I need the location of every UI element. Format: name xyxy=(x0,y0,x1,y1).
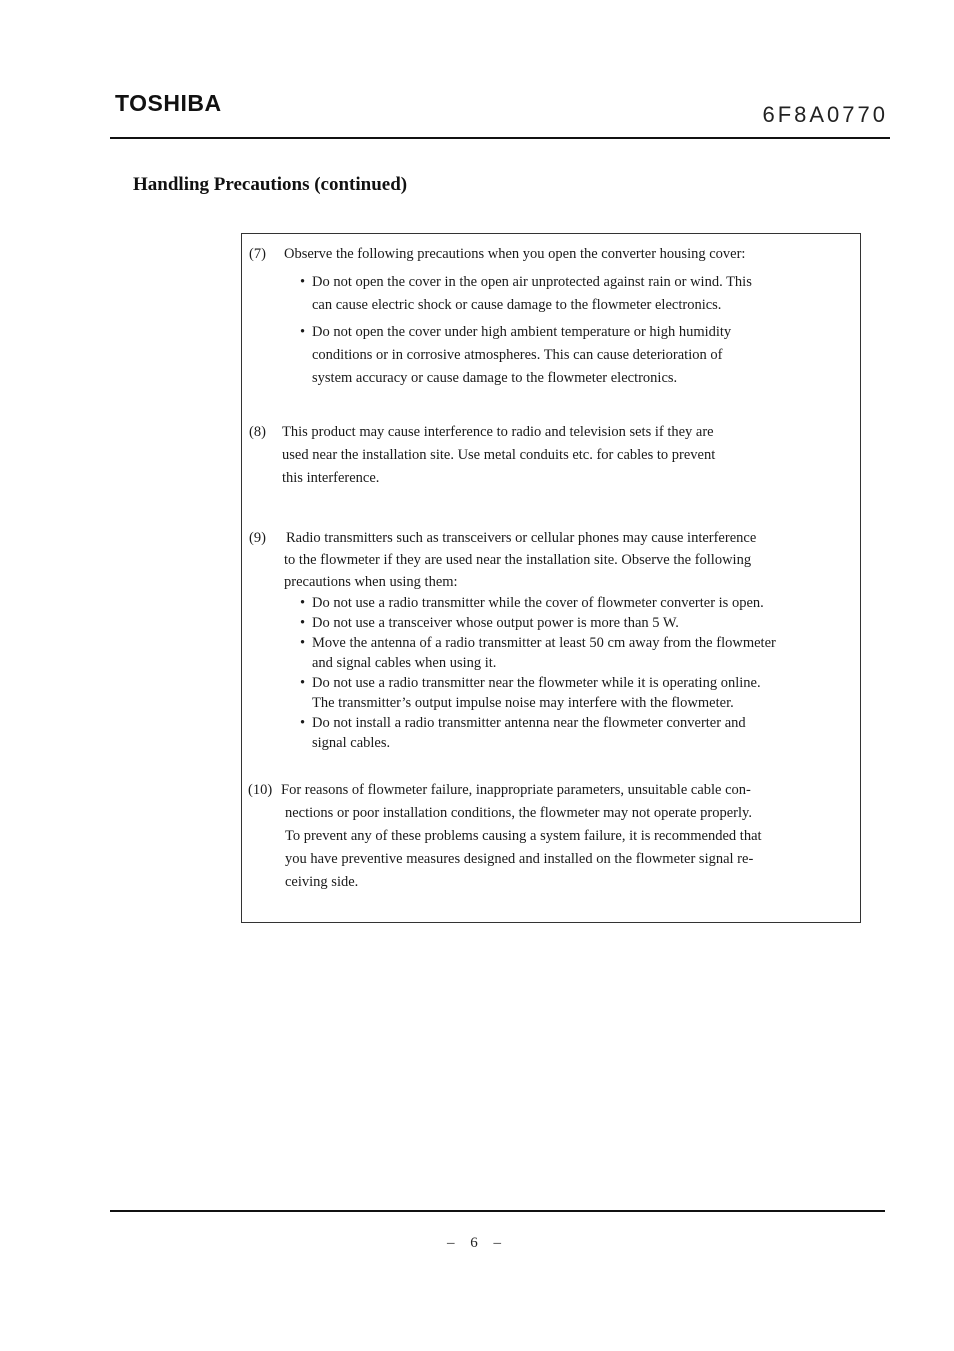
text-line: For reasons of flowmeter failure, inappropriate parameters, unsuitable cable con- xyxy=(281,782,751,798)
bullet-item xyxy=(300,321,752,390)
text-line: signal cables. xyxy=(312,735,391,751)
text-line: • Do not use a radio transmitter while the cover of flowmeter converter is open. xyxy=(312,595,764,611)
text-line: Radio transmitters such as transceivers or cellular phones may cause interference xyxy=(286,530,757,546)
text-line: • Do not open the cover under high ambient temperature or high humidity xyxy=(312,324,732,340)
text-line: • Move the antenna of a radio transmitter at least 50 cm away from the flowmeter xyxy=(312,635,776,651)
item-text xyxy=(286,527,756,549)
item-number: (9) xyxy=(249,530,266,546)
section-title: Handling Precautions (continued) xyxy=(133,174,408,195)
page-number: – 6 – xyxy=(447,1235,507,1251)
item-number: (8) xyxy=(249,424,266,440)
document-number: 6F8A0770 xyxy=(762,102,888,127)
text-line: This product may cause interference to radio and television sets if they are xyxy=(282,424,714,440)
footer-divider xyxy=(110,1210,885,1212)
text-line: To prevent any of these problems causing a system failure, it is recommended that xyxy=(285,828,762,844)
text-line: used near the installation site. Use metal conduits etc. for cables to prevent xyxy=(282,447,716,463)
bullet-item xyxy=(300,593,776,613)
item-text xyxy=(281,779,751,802)
text-line: • Do not use a radio transmitter near the flowmeter while it is operating online. xyxy=(312,675,761,691)
text-line: • Do not use a transceiver whose output power is more than 5 W. xyxy=(312,615,679,631)
bullet-item xyxy=(300,673,776,713)
text-line: you have preventive measures designed and installed on the flowmeter signal re- xyxy=(285,851,754,867)
header-divider xyxy=(110,137,890,139)
item-text-continued xyxy=(285,802,762,894)
item-text-continued xyxy=(284,549,751,593)
text-line: The transmitter’s output impulse noise may interfere with the flowmeter. xyxy=(312,695,734,711)
text-line: conditions or in corrosive atmospheres. This can cause deterioration of xyxy=(312,347,723,363)
text-line: precautions when using them: xyxy=(284,574,458,590)
bullet-item xyxy=(300,633,776,673)
bullet-list xyxy=(300,593,776,753)
brand-logo: TOSHIBA xyxy=(115,90,222,116)
text-line: • Do not install a radio transmitter antenna near the flowmeter converter and xyxy=(312,715,746,731)
bullet-item xyxy=(300,613,776,633)
item-number: (10) xyxy=(248,782,273,798)
item-text xyxy=(284,243,745,266)
text-line: nections or poor installation conditions, the flowmeter may not operate properly. xyxy=(285,805,752,821)
bullet-list xyxy=(300,271,752,390)
item-number: (7) xyxy=(249,246,266,262)
item-text xyxy=(282,421,715,490)
text-line: • Do not open the cover in the open air unprotected against rain or wind. This xyxy=(312,274,752,290)
text-line: can cause electric shock or cause damage to the flowmeter electronics. xyxy=(312,297,722,313)
text-line: Observe the following precautions when you open the converter housing cover: xyxy=(284,246,746,262)
text-line: and signal cables when using it. xyxy=(312,655,497,671)
text-line: to the flowmeter if they are used near the installation site. Observe the following xyxy=(284,552,752,568)
text-line: this interference. xyxy=(282,470,380,486)
text-line: system accuracy or cause damage to the flowmeter electronics. xyxy=(312,370,678,386)
text-line: ceiving side. xyxy=(285,874,359,890)
bullet-item xyxy=(300,713,776,753)
bullet-item xyxy=(300,271,752,317)
